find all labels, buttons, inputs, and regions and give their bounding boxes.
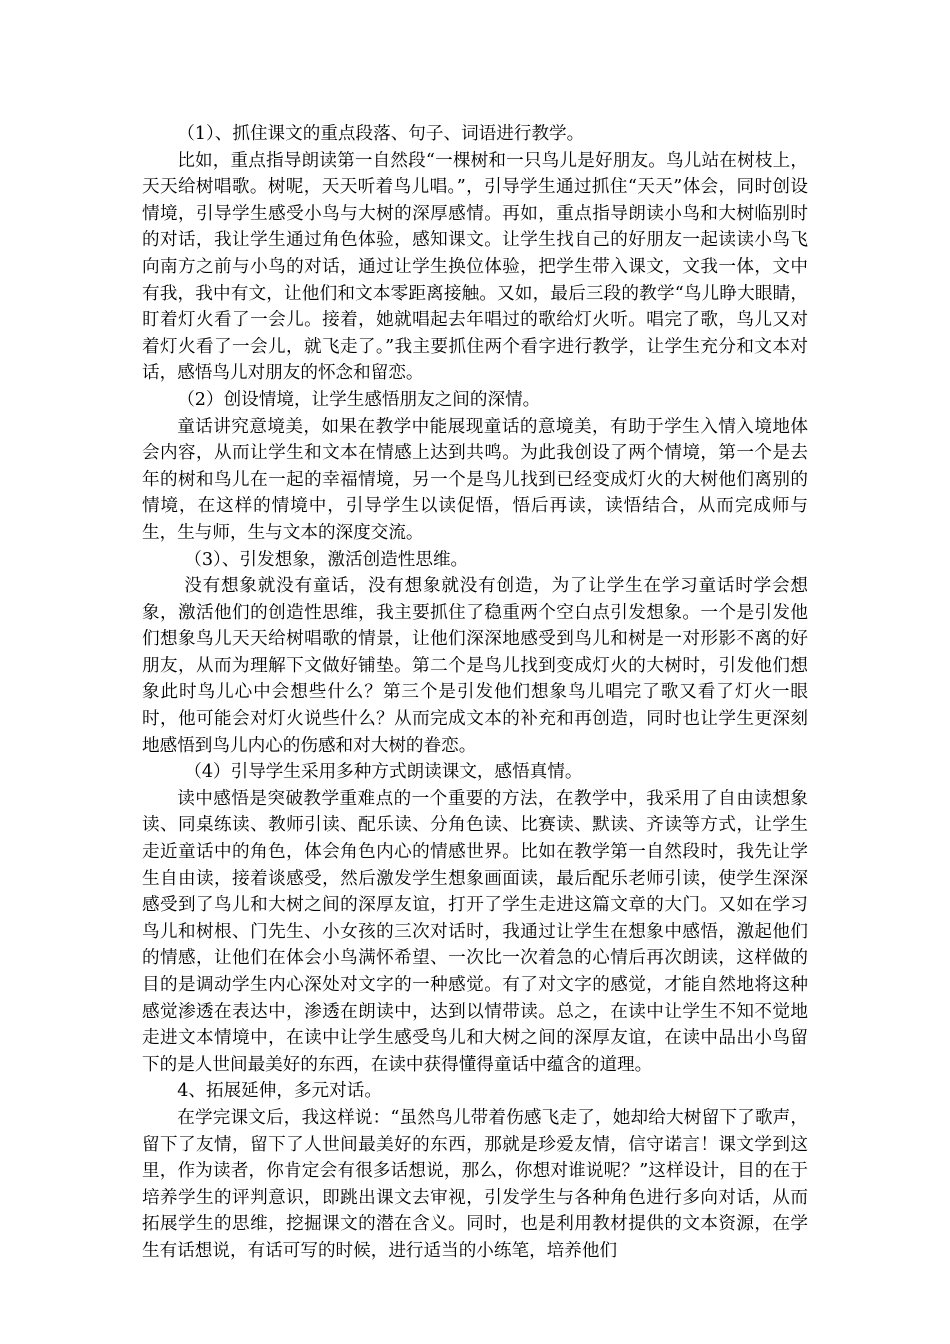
body-paragraph-2: 童话讲究意境美，如果在教学中能展现童话的意境美，有助于学生入情入境地体会内容，从而让学生和文本在情感上达到共鸣。为此我创设了两个情境，第一个是去年的树和鸟儿在一起的幸福情境，另一个是鸟儿找到已经变成灯火的大树他们离别的情境，在这样的情境中，引导学生以读促悟，悟后再读，读悟结合，从而完成师与生，生与师，生与文本的深度交流。 [142,416,808,543]
body-paragraph-5: 在学完课文后，我这样说：“虽然鸟儿带着伤感飞走了，她却给大树留下了歌声，留下了友情，留下了人世间最美好的东西，那就是珍爱友情，信守诺言！课文学到这里，作为读者，你肯定会有很多话想说，那么，你想对谁说呢？”这样设计，目的在于培养学生的评判意识，即跳出课文去审视，引发学生与各种角色进行多向对话，从而拓展学生的思维，挖掘课文的潜在含义。同时，也是利用教材提供的文本资源，在学生有话想说，有话可写的时候，进行适当的小练笔，培养他们 [142,1107,808,1261]
body-paragraph-4: 读中感悟是突破教学重难点的一个重要的方法，在教学中，我采用了自由读想象读、同桌练读、教师引读、配乐读、分角色读、比赛读、默读、齐读等方式，让学生走近童话中的角色，体会角色内心的情感世界。比如在教学第一自然段时，我先让学生自由读，接着谈感受，然后激发学生想象画面读，最后配乐老师引读，使学生深深感受到了鸟儿和大树之间的深厚友谊，打开了学生走进这篇文章的大门。又如在学习鸟儿和树根、门先生、小女孩的三次对话时，我通过让学生在想象中感悟，激起他们的情感，让他们在体会小鸟满怀希望、一次比一次着急的心情后再次朗读，这样做的目的是调动学生内心深处对文字的一种感觉。有了对文字的感觉，才能自然地将这种感觉渗透在表达中，渗透在朗读中，达到以情带读。总之，在读中让学生不知不觉地走进文本情境中，在读中让学生感受鸟儿和大树之间的深厚友谊，在读中品出小鸟留下的是人世间最美好的东西，在读中获得懂得童话中蕴含的道理。 [142,788,808,1075]
section-heading-5: 4、拓展延伸，多元对话。 [177,1081,382,1102]
body-paragraph-1: 比如，重点指导朗读第一自然段“一棵树和一只鸟儿是好朋友。鸟儿站在树枝上，天天给树唱歌。树呢，天天听着鸟儿唱。”，引导学生通过抓住“天天”体会，同时创设情境，引导学生感受小鸟与大树的深厚感情。再如，重点指导朗读小鸟和大树临别时的对话，我让学生通过角色体验，感知课文。让学生找自己的好朋友一起读读小鸟飞向南方之前与小鸟的对话，通过让学生换位体验，把学生带入课文，文我一体，文中有我，我中有文，让他们和文本零距离接触。又如，最后三段的教学“鸟儿睁大眼睛，盯着灯火看了一会儿。接着，她就唱起去年唱过的歌给灯火听。唱完了歌，鸟儿又对着灯火看了一会儿，就飞走了。”我主要抓住两个看字进行教学，让学生充分和文本对话，感悟鸟儿对朋友的怀念和留恋。 [142,150,808,384]
section-heading-2: （2）创设情境，让学生感悟朋友之间的深情。 [177,389,541,410]
section-heading-3: （3）、引发想象，激活创造性思维。 [184,549,469,570]
section-heading-1: （1）、抓住课文的重点段落、句子、词语进行教学。 [177,124,585,144]
document-page [142,121,808,1265]
body-paragraph-3: 没有想象就没有童话，没有想象就没有创造，为了让学生在学习童话时学会想象，激活他们的创造性思维，我主要抓住了稳重两个空白点引发想象。一个是引发他们想象鸟儿天天给树唱歌的情景，让他们深深地感受到鸟儿和树是一对形影不离的好朋友，从而为理解下文做好铺垫。第二个是鸟儿找到变成灯火的大树时，引发他们想象此时鸟儿心中会想些什么？第三个是引发他们想象鸟儿唱完了歌又看了灯火一眼时，他可能会对灯火说些什么？从而完成文本的补充和再创造，同时也让学生更深刻地感悟到鸟儿内心的伤感和对大树的眷恋。 [142,576,808,756]
section-heading-4: （4）引导学生采用多种方式朗读课文，感悟真情。 [184,762,583,783]
